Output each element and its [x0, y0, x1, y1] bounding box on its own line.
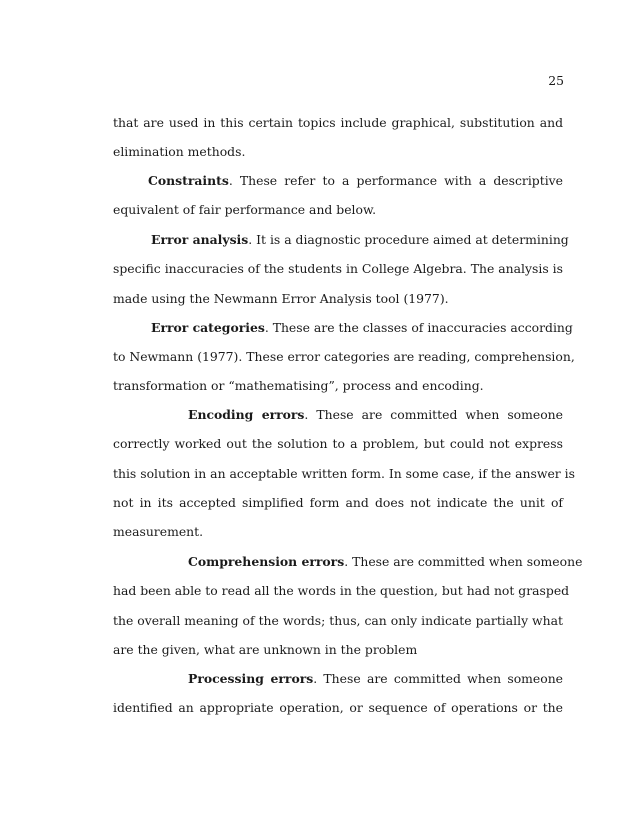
paragraph-line: the overall meaning of the words; thus, can only indicate partially what [113, 613, 563, 628]
definition-first-line [151, 231, 569, 249]
paragraph-line: equivalent of fair performance and below. [113, 202, 377, 217]
definition-text: . These are committed when someone [344, 554, 583, 569]
definition-text: . These are committed when someone [313, 671, 564, 686]
definition-text: . It is a diagnostic procedure aimed at determining [248, 232, 569, 247]
definition-text: . These are committed when someone [304, 407, 563, 422]
page-number: 25 [548, 73, 564, 88]
paragraph-line: specific inaccuracies of the students in College Algebra. The analysis is [113, 261, 563, 276]
definition-text: . These refer to a performance with a descriptive [228, 173, 563, 188]
paragraph-line: not in its accepted simplified form and does not indicate the unit of [113, 495, 563, 510]
paragraph-line: transformation or “mathematising”, process and encoding. [113, 378, 484, 393]
paragraph-line: measurement. [113, 524, 204, 539]
definition-first-line [188, 406, 563, 424]
paragraph-line: elimination methods. [113, 144, 246, 159]
paragraph-line: this solution in an acceptable written form. In some case, if the answer is [113, 466, 575, 481]
definition-first-line [151, 319, 573, 337]
definition-first-line [148, 172, 563, 190]
term-error-categories: Error categories [151, 320, 265, 335]
term-comprehension-errors: Comprehension errors [188, 554, 345, 569]
term-processing-errors: Processing errors [188, 671, 314, 686]
term-error-analysis: Error analysis [151, 232, 249, 247]
paragraph-line: correctly worked out the solution to a problem, but could not express [113, 436, 563, 451]
paragraph-line: are the given, what are unknown in the problem [113, 642, 418, 657]
term-constraints: Constraints [148, 173, 229, 188]
paragraph-line: to Newmann (1977). These error categories are reading, comprehension, [113, 349, 575, 364]
definition-first-line [188, 670, 563, 688]
term-encoding-errors: Encoding errors [188, 407, 305, 422]
paragraph-line: identified an appropriate operation, or sequence of operations or the [113, 700, 563, 715]
definition-first-line [188, 553, 583, 571]
paragraph-line: made using the Newmann Error Analysis tool (1977). [113, 291, 449, 306]
paragraph-line: that are used in this certain topics include graphical, substitution and [113, 115, 563, 130]
definition-text: . These are the classes of inaccuracies according [264, 320, 573, 335]
paragraph-line: had been able to read all the words in the question, but had not grasped [113, 583, 570, 598]
